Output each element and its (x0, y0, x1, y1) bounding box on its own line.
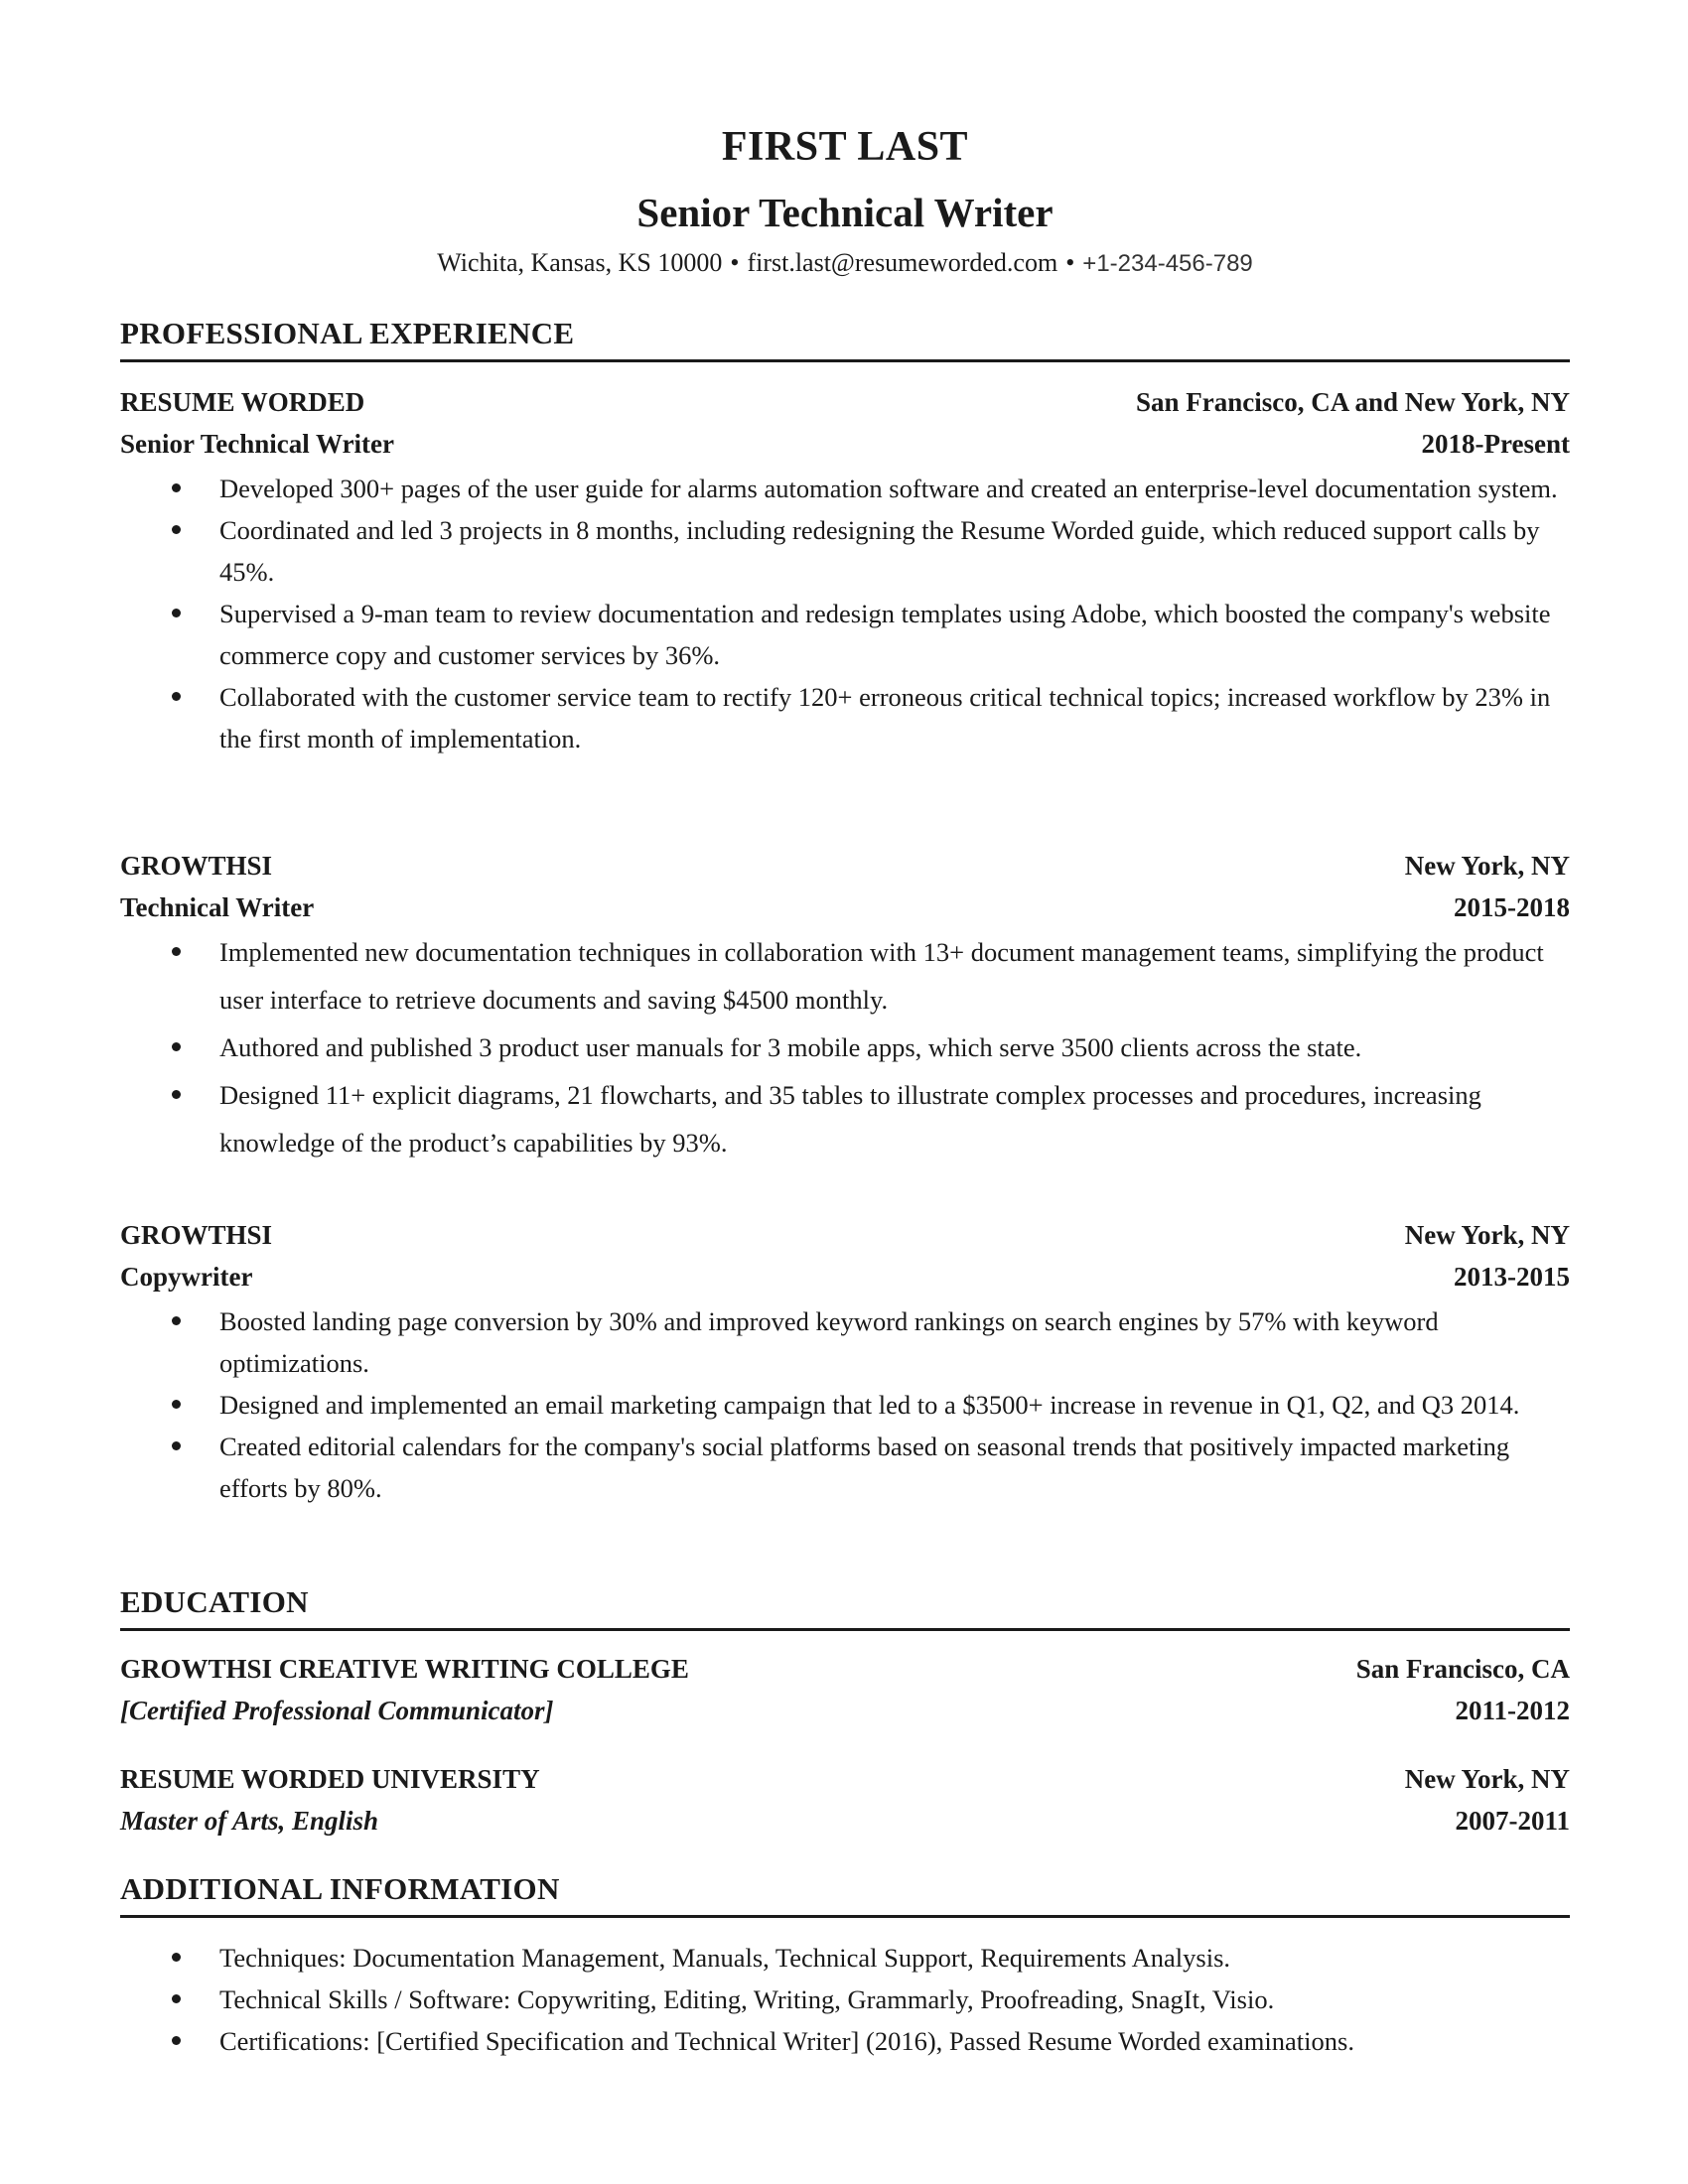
list-item: Technical Skills / Software: Copywriting, Editing, Writing, Grammarly, Proofreading, SnagIt, Visio. (120, 1979, 1570, 2020)
job-dates: 2015-2018 (1454, 892, 1570, 922)
contact-separator: • (1065, 248, 1075, 277)
job-location: New York, NY (1404, 851, 1570, 881)
job-company: RESUME WORDED (120, 387, 365, 417)
job-header (120, 847, 1570, 885)
job-bullets (120, 928, 1570, 1166)
job-role-row (120, 425, 1570, 463)
list-item: Designed and implemented an email marketing campaign that led to a $3500+ increase in revenue in Q1, Q2, and Q3 2014. (120, 1384, 1570, 1426)
job-location: New York, NY (1404, 1220, 1570, 1250)
list-item: Implemented new documentation techniques in collaboration with 13+ document management teams, simplifying the product user interface to retrieve documents and saving $4500 monthly. (120, 928, 1570, 1024)
list-item: Coordinated and led 3 projects in 8 months, including redesigning the Resume Worded guide, which reduced support calls by 45%. (120, 509, 1570, 593)
list-item: Authored and published 3 product user manuals for 3 mobile apps, which serve 3500 clients across the state. (120, 1024, 1570, 1071)
job-company: GROWTHSI (120, 851, 273, 881)
additional-bullets (120, 1937, 1570, 2062)
job-dates: 2018-Present (1421, 429, 1570, 459)
list-item: Developed 300+ pages of the user guide for alarms automation software and created an enterprise-level documentation system. (120, 468, 1570, 509)
contact-phone: +1-234-456-789 (1082, 250, 1253, 277)
experience-heading: PROFESSIONAL EXPERIENCE (120, 316, 1570, 362)
school-degree-row (120, 1802, 1570, 1840)
school-dates: 2011-2012 (1455, 1696, 1570, 1725)
job-role-row (120, 1258, 1570, 1296)
job-role: Senior Technical Writer (120, 429, 395, 459)
contact-email[interactable]: first.last@resumeworded.com (747, 248, 1058, 277)
job-header (120, 1216, 1570, 1254)
list-item: Designed 11+ explicit diagrams, 21 flowcharts, and 35 tables to illustrate complex processes and procedures, increasing knowledge of the product’s capabilities by 93%. (120, 1071, 1570, 1166)
additional-heading: ADDITIONAL INFORMATION (120, 1871, 1570, 1918)
job-bullets (120, 1300, 1570, 1509)
school-dates: 2007-2011 (1455, 1806, 1570, 1836)
candidate-name: FIRST LAST (721, 124, 969, 170)
list-item: Techniques: Documentation Management, Manuals, Technical Support, Requirements Analysis. (120, 1937, 1570, 1979)
school-header (120, 1760, 1570, 1798)
contact-location: Wichita, Kansas, KS 10000 (437, 248, 723, 277)
list-item: Supervised a 9-man team to review documentation and redesign templates using Adobe, which boosted the company's website commerce copy and customer services by 36%. (120, 593, 1570, 676)
school-name: RESUME WORDED UNIVERSITY (120, 1764, 540, 1794)
school-degree: [Certified Professional Communicator] (120, 1696, 554, 1725)
school-header (120, 1650, 1570, 1688)
candidate-title: Senior Technical Writer (636, 190, 1054, 235)
job-role: Copywriter (120, 1262, 253, 1292)
job-dates: 2013-2015 (1454, 1262, 1570, 1292)
job-location: San Francisco, CA and New York, NY (1135, 387, 1570, 417)
list-item: Created editorial calendars for the company's social platforms based on seasonal trends that positively impacted marketing efforts by 80%. (120, 1426, 1570, 1509)
list-item: Collaborated with the customer service team to rectify 120+ erroneous critical technical topics; increased workflow by 23% in the first month of implementation. (120, 676, 1570, 759)
contact-line (120, 248, 1570, 278)
school-name: GROWTHSI CREATIVE WRITING COLLEGE (120, 1654, 689, 1684)
job-company: GROWTHSI (120, 1220, 273, 1250)
contact-separator: • (730, 248, 740, 277)
school-degree-row (120, 1692, 1570, 1729)
school-location: San Francisco, CA (1355, 1654, 1570, 1684)
education-heading: EDUCATION (120, 1584, 1570, 1631)
job-header (120, 383, 1570, 421)
job-role: Technical Writer (120, 892, 315, 922)
job-role-row (120, 888, 1570, 926)
list-item: Boosted landing page conversion by 30% and improved keyword rankings on search engines by 57% with keyword optimizations. (120, 1300, 1570, 1384)
school-degree: Master of Arts, English (120, 1806, 379, 1836)
job-bullets (120, 468, 1570, 759)
list-item: Certifications: [Certified Specification and Technical Writer] (2016), Passed Resume Worded examinations. (120, 2020, 1570, 2062)
school-location: New York, NY (1404, 1764, 1570, 1794)
